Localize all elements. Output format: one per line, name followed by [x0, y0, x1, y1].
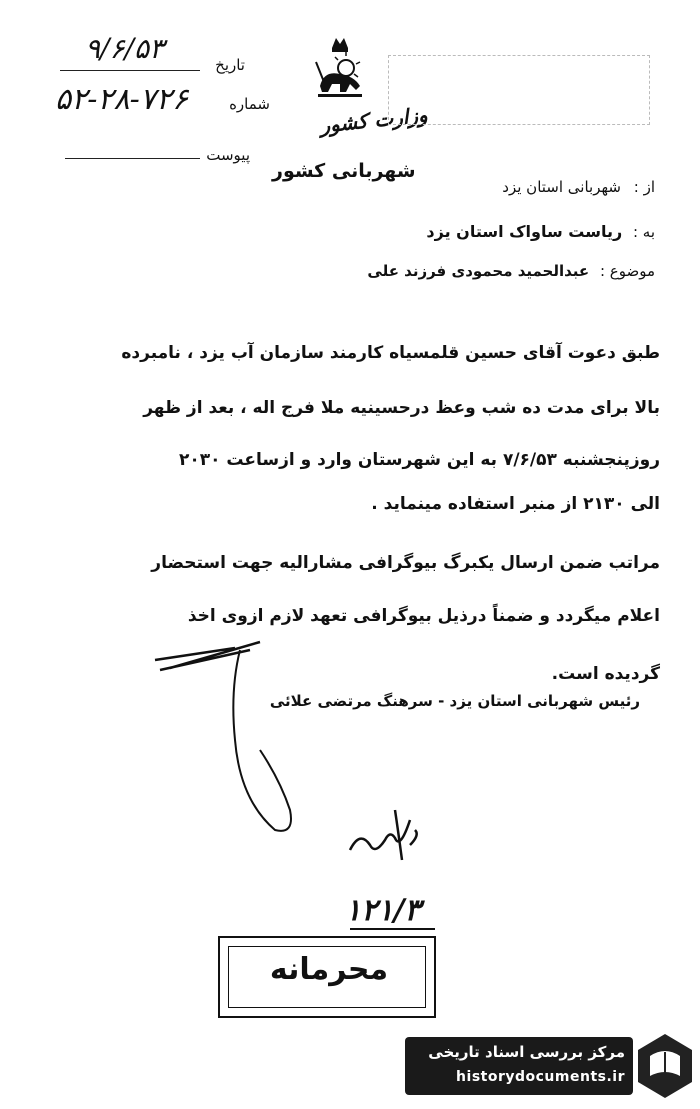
attachment-label: پیوست	[206, 146, 250, 164]
body-line-5: مراتب ضمن ارسال یکبرگ بیوگرافی مشارالیه جهت استحضار	[151, 553, 660, 573]
number-label: شماره	[229, 95, 270, 113]
body-line-1: طبق دعوت آقای حسین قلمسیاه کارمند سازمان آب یزد ، نامبرده	[121, 343, 660, 363]
ministry-name: وزارت کشور	[319, 102, 429, 138]
department-name: شهربانی کشور	[272, 160, 416, 182]
date-value: ۹/۶/۵۳	[85, 32, 165, 65]
body-line-2: بالا برای مدت ده شب وعظ درحسینیه ملا فرج اله ، بعد از ظهر	[143, 398, 660, 418]
body-line-6: اعلام میگردد و ضمناً درذیل بیوگرافی تعهد لازم ازوی اخذ	[187, 606, 660, 626]
date-underline	[60, 70, 200, 71]
footer-org-name: مرکز بررسی اسناد تاریخی	[428, 1043, 625, 1061]
footer-watermark	[405, 1037, 633, 1095]
body-line-4: الی ۲۱۳۰ از منبر استفاده مینماید .	[371, 494, 660, 514]
from-label: از :	[633, 178, 655, 196]
received-stamp-box	[388, 55, 650, 125]
initials-signature	[340, 800, 430, 870]
from-line	[255, 178, 655, 196]
body-line-3: روزپنجشنبه ۷/۶/۵۳ به این شهرستان وارد و ازساعت ۲۰۳۰	[178, 450, 660, 470]
footer-url: historydocuments.ir	[456, 1069, 625, 1085]
signatory-line: رئیس شهربانی استان یزد - سرهنگ مرتضی علائی	[269, 692, 640, 710]
date-label: تاریخ	[215, 56, 245, 74]
footer-logo	[636, 1032, 694, 1100]
subject-value: عبدالحمید محمودی فرزند علی	[367, 262, 590, 280]
number-value: ۵۲-۲۸-۷۲۶	[55, 82, 189, 117]
body-line-7: گردیده است.	[551, 664, 660, 684]
attachment-underline	[65, 158, 200, 159]
handwritten-ref-number: ۱۲۱/۳	[345, 893, 421, 928]
to-line	[255, 222, 655, 241]
handwritten-ref-underline	[350, 928, 435, 930]
lion-and-sun-emblem	[310, 34, 370, 104]
to-value: ریاست ساواک استان یزد	[426, 222, 623, 241]
handwritten-scribble	[140, 630, 320, 850]
subject-label: موضوع :	[599, 262, 655, 280]
confidential-stamp	[218, 936, 436, 1018]
subject-line	[235, 262, 655, 280]
to-label: به :	[632, 223, 655, 241]
confidential-stamp-text: محرمانه	[269, 952, 389, 987]
from-value: شهربانی استان یزد	[502, 178, 621, 196]
